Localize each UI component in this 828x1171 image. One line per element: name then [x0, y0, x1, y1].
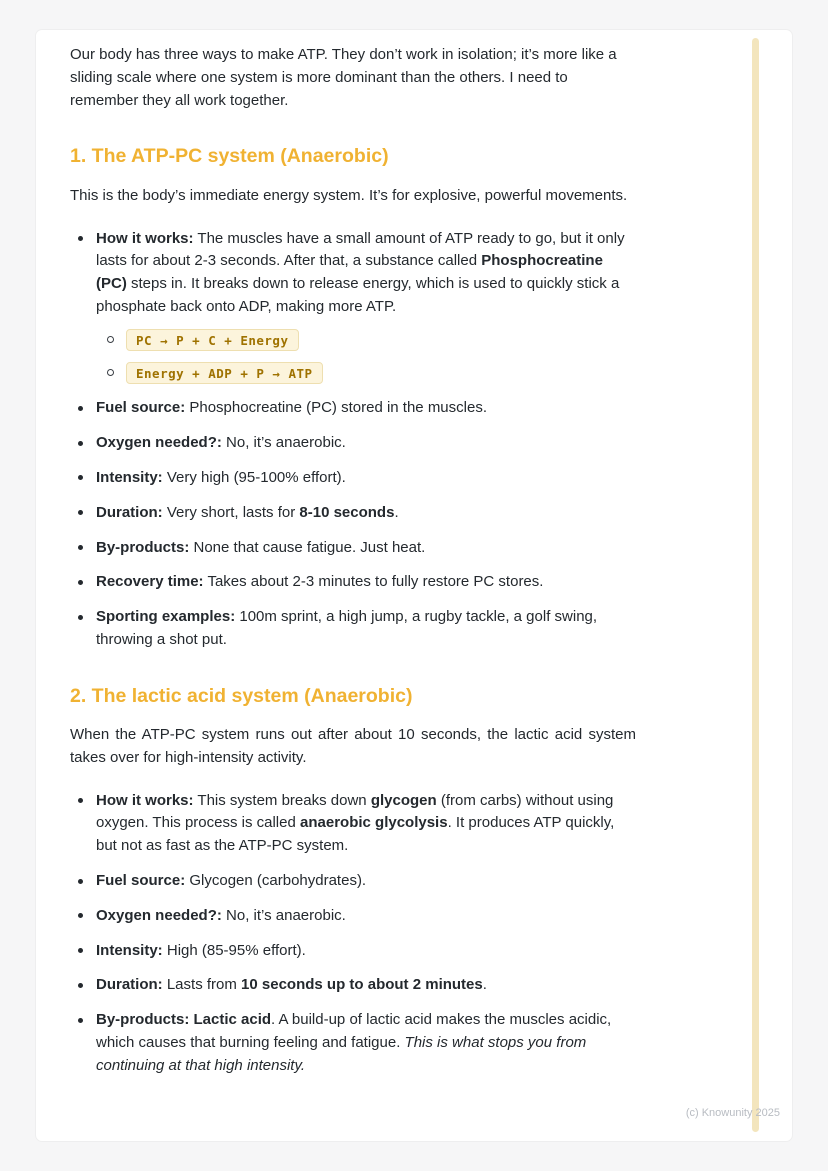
- bullet-label: Duration:: [96, 976, 163, 994]
- bullet-text: 100m sprint, a high jump, a rugby tackle, a golf swing, throwing a shot put.: [96, 608, 598, 648]
- bullet-text: Very high (95-100% effort).: [162, 468, 346, 486]
- bullet-label: Intensity:: [96, 468, 163, 486]
- bullet-label: Fuel source:: [96, 872, 186, 890]
- bullet-richtext: [96, 228, 636, 319]
- list-item-oxygen-needed: [70, 432, 636, 455]
- list-item-fuel-source: [70, 397, 636, 420]
- bullet-bold-phrase: Phosphocreatine (PC): [96, 252, 603, 293]
- bullet-italic-phrase: This is what stops you from continuing at that high intensity.: [96, 1034, 587, 1074]
- section-1-list: [70, 228, 636, 652]
- list-item-how-it-works: [70, 228, 636, 386]
- bullet-label: By-products: Lactic acid: [96, 1011, 272, 1029]
- list-item-by-products: [70, 1009, 636, 1077]
- section-1-intro: This is the body’s immediate energy system. It’s for explosive, powerful movements.: [70, 186, 628, 204]
- bullet-label: By-products:: [96, 538, 190, 556]
- list-item-intensity: [70, 467, 636, 490]
- list-item-duration: [70, 502, 636, 525]
- equation-code: Energy + ADP + P → ATP: [126, 362, 323, 385]
- bullet-bold-phrase: 8-10 seconds: [299, 503, 395, 521]
- bullet-bold-phrase: anaerobic glycolysis: [300, 814, 448, 832]
- bullet-label: Sporting examples:: [96, 608, 236, 626]
- bullet-text: Glycogen (carbohydrates).: [185, 872, 367, 890]
- bullet-text: (from carbs) without using oxygen. This process is called: [96, 791, 614, 832]
- bullet-label: Intensity:: [96, 941, 163, 959]
- bullet-text: High (85-95% effort).: [162, 941, 306, 959]
- bullet-label: Oxygen needed?:: [96, 906, 222, 924]
- page-edge-strip: [752, 38, 759, 1132]
- intro-paragraph: Our body has three ways to make ATP. They don’t work in isolation; it’s more like a sliding scale where one system is more dominant than the others. I need to remember they all work together.: [70, 46, 617, 109]
- bullet-text: . A build-up of lactic acid makes the muscles acidic, which causes that burning feeling and fatigue.: [96, 1011, 612, 1052]
- bullet-text: Takes about 2-3 minutes to fully restore PC stores.: [203, 573, 544, 591]
- watermark: (c) Knowunity 2025: [685, 1107, 780, 1119]
- section-2-list: [70, 790, 636, 1078]
- bullet-label: Recovery time:: [96, 573, 204, 591]
- section-2-intro: When the ATP-PC system runs out after about 10 seconds, the lactic acid system takes over for high-intensity activity.: [70, 726, 636, 766]
- list-item-fuel-source: [70, 870, 636, 893]
- list-item-by-products: [70, 537, 636, 560]
- list-item-duration: [70, 974, 636, 997]
- section-1-heading: 1. The ATP-PC system (Anaerobic): [70, 145, 389, 168]
- bullet-text: .: [394, 503, 399, 521]
- list-item-intensity: [70, 940, 636, 963]
- bullet-text: None that cause fatigue. Just heat.: [189, 538, 426, 556]
- bullet-text: Lasts from: [162, 976, 242, 994]
- bullet-text: The muscles have a small amount of ATP ready to go, but it only lasts for about 2-3 seconds. After that, a substance called: [96, 229, 625, 270]
- bullet-bold-phrase: glycogen: [370, 791, 437, 809]
- equation-item: [96, 329, 636, 353]
- bullet-text: .: [482, 976, 487, 994]
- bullet-bold-phrase: 10 seconds up to about 2 minutes: [241, 976, 483, 994]
- bullet-text: This system breaks down: [193, 791, 371, 809]
- list-item-how-it-works: [70, 790, 636, 858]
- bullet-text: . It produces ATP quickly, but not as fast as the ATP-PC system.: [96, 814, 615, 855]
- list-item-recovery-time: [70, 571, 636, 594]
- document-content: [70, 44, 636, 1090]
- bullet-text: steps in. It breaks down to release energy, which is used to quickly stick a phosphate back onto ADP, making more ATP.: [96, 275, 620, 315]
- bullet-label: How it works:: [96, 229, 194, 247]
- equation-list: [96, 329, 636, 386]
- bullet-text: No, it’s anaerobic.: [221, 434, 346, 452]
- bullet-label: How it works:: [96, 791, 194, 809]
- bullet-label: Oxygen needed?:: [96, 434, 222, 452]
- equation-item: [96, 362, 636, 386]
- list-item-sporting-examples: [70, 606, 636, 652]
- equation-code: PC → P + C + Energy: [126, 329, 299, 352]
- section-2-heading: 2. The lactic acid system (Anaerobic): [70, 684, 413, 707]
- document-page: [36, 30, 792, 1141]
- list-item-oxygen-needed: [70, 905, 636, 928]
- bullet-text: Phosphocreatine (PC) stored in the muscles.: [185, 399, 487, 417]
- bullet-text: No, it’s anaerobic.: [221, 906, 346, 924]
- bullet-label: Fuel source:: [96, 399, 186, 417]
- bullet-text: Very short, lasts for: [162, 503, 300, 521]
- bullet-label: Duration:: [96, 503, 163, 521]
